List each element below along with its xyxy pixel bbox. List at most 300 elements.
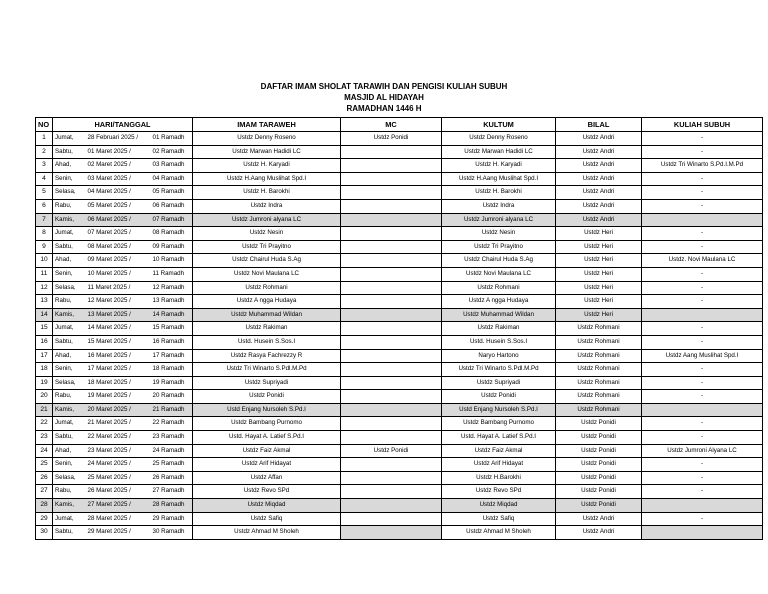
table-row	[36, 240, 763, 254]
header-row	[36, 118, 763, 132]
row-kultum: Ustdz Jumroni alyana LC	[442, 213, 556, 227]
row-kuliah-subuh: -	[642, 172, 763, 186]
row-ramadhan-day: 07 Ramadh	[152, 213, 193, 227]
row-kuliah-subuh: -	[642, 199, 763, 213]
row-kultum: Naryo Hartono	[442, 349, 556, 363]
row-number: 8	[36, 227, 53, 241]
row-kultum: Ustdz Chairul Huda S.Ag	[442, 254, 556, 268]
row-mc: Ustdz Ponidi	[341, 132, 442, 146]
row-ramadhan-day: 27 Ramadh	[152, 485, 193, 499]
row-ramadhan-day: 25 Ramadh	[152, 458, 193, 472]
row-mc	[341, 458, 442, 472]
row-ramadhan-day: 18 Ramadh	[152, 363, 193, 377]
row-mc	[341, 240, 442, 254]
table-row	[36, 308, 763, 322]
row-ramadhan-day: 09 Ramadh	[152, 240, 193, 254]
row-bilal: Ustdz Ponidi	[556, 471, 642, 485]
row-mc	[341, 499, 442, 513]
row-number: 15	[36, 322, 53, 336]
row-imam: Ustdz Nesin	[193, 227, 341, 241]
row-imam: Ustdz Arif Hidayat	[193, 458, 341, 472]
row-day: Senin,	[53, 172, 86, 186]
row-kultum: Ustdz Safiq	[442, 512, 556, 526]
table-row	[36, 390, 763, 404]
schedule-table	[35, 117, 763, 540]
table-row	[36, 499, 763, 513]
row-kuliah-subuh: -	[642, 390, 763, 404]
table-row	[36, 145, 763, 159]
row-number: 18	[36, 363, 53, 377]
row-number: 1	[36, 132, 53, 146]
row-date: 22 Maret 2025 /	[86, 431, 152, 445]
row-imam: Ustdz Supriyadi	[193, 376, 341, 390]
row-day: Jumat,	[53, 417, 86, 431]
table-row	[36, 267, 763, 281]
row-kultum: Ustdz Novi Maulana LC	[442, 267, 556, 281]
row-day: Sabtu,	[53, 526, 86, 540]
table-row	[36, 335, 763, 349]
row-number: 19	[36, 376, 53, 390]
row-kultum: Ustdz Tri Winarto S.Pdl.M.Pd	[442, 363, 556, 377]
row-ramadhan-day: 19 Ramadh	[152, 376, 193, 390]
row-day: Sabtu,	[53, 431, 86, 445]
row-bilal: Ustdz Ponidi	[556, 485, 642, 499]
table-row	[36, 471, 763, 485]
row-kultum: Ustdz Faiz Akmal	[442, 444, 556, 458]
row-imam: Ustd Enjang Nursoleh S.Pd.I	[193, 403, 341, 417]
row-mc	[341, 213, 442, 227]
row-bilal: Ustdz Rohmani	[556, 363, 642, 377]
col-header-mc: MC	[341, 118, 442, 132]
row-bilal: Ustdz Heri	[556, 295, 642, 309]
row-kultum: Ustdz Revo SPd	[442, 485, 556, 499]
row-kuliah-subuh: -	[642, 431, 763, 445]
row-imam: Ustd. Husein S.Sos.I	[193, 335, 341, 349]
row-kultum: Ustdz Ahmad M Sholeh	[442, 526, 556, 540]
table-row	[36, 512, 763, 526]
row-mc	[341, 417, 442, 431]
row-kultum: Ustdz H. Barokhi	[442, 186, 556, 200]
row-kultum: Ustdz Indra	[442, 199, 556, 213]
table-row	[36, 526, 763, 540]
table-row	[36, 159, 763, 173]
row-ramadhan-day: 06 Ramadh	[152, 199, 193, 213]
row-mc	[341, 390, 442, 404]
row-mc	[341, 363, 442, 377]
row-mc	[341, 526, 442, 540]
row-ramadhan-day: 13 Ramadh	[152, 295, 193, 309]
row-bilal: Ustdz Andri	[556, 526, 642, 540]
row-imam: Ustdz Bambang Purnomo	[193, 417, 341, 431]
row-date: 26 Maret 2025 /	[86, 485, 152, 499]
row-kuliah-subuh: -	[642, 512, 763, 526]
row-date: 09 Maret 2025 /	[86, 254, 152, 268]
row-imam: Ustdz Rasya Fachrezzy R	[193, 349, 341, 363]
row-ramadhan-day: 15 Ramadh	[152, 322, 193, 336]
row-mc	[341, 376, 442, 390]
row-day: Ahad,	[53, 159, 86, 173]
row-number: 28	[36, 499, 53, 513]
row-date: 04 Maret 2025 /	[86, 186, 152, 200]
row-number: 4	[36, 172, 53, 186]
row-kuliah-subuh: -	[642, 335, 763, 349]
row-kuliah-subuh: -	[642, 132, 763, 146]
row-bilal: Ustdz Ponidi	[556, 499, 642, 513]
row-imam: Ustdz Rakiman	[193, 322, 341, 336]
row-number: 10	[36, 254, 53, 268]
row-number: 21	[36, 403, 53, 417]
row-mc	[341, 512, 442, 526]
row-bilal: Ustdz Heri	[556, 281, 642, 295]
row-kuliah-subuh: -	[642, 186, 763, 200]
row-kultum: Ustdz A ngga Hudaya	[442, 295, 556, 309]
table-row	[36, 444, 763, 458]
row-day: Kamis,	[53, 499, 86, 513]
row-date: 05 Maret 2025 /	[86, 199, 152, 213]
row-kuliah-subuh: -	[642, 240, 763, 254]
row-day: Selasa,	[53, 281, 86, 295]
row-imam: Ustdz Ahmad M Sholeh	[193, 526, 341, 540]
table-row	[36, 186, 763, 200]
row-mc	[341, 431, 442, 445]
row-date: 20 Maret 2025 /	[86, 403, 152, 417]
row-date: 27 Maret 2025 /	[86, 499, 152, 513]
row-bilal: Ustdz Rohmani	[556, 403, 642, 417]
mosque-name: MASJID AL HIDAYAH	[344, 93, 424, 102]
row-number: 23	[36, 431, 53, 445]
row-day: Selasa,	[53, 376, 86, 390]
row-day: Sabtu,	[53, 335, 86, 349]
row-ramadhan-day: 05 Ramadh	[152, 186, 193, 200]
row-date: 29 Maret 2025 /	[86, 526, 152, 540]
row-mc	[341, 281, 442, 295]
row-kuliah-subuh: -	[642, 458, 763, 472]
row-bilal: Ustdz Andri	[556, 186, 642, 200]
row-bilal: Ustdz Andri	[556, 172, 642, 186]
row-bilal: Ustdz Heri	[556, 254, 642, 268]
row-imam: Ustdz Muhammad Wildan	[193, 308, 341, 322]
row-day: Kamis,	[53, 403, 86, 417]
row-number: 7	[36, 213, 53, 227]
row-day: Sabtu,	[53, 145, 86, 159]
row-ramadhan-day: 16 Ramadh	[152, 335, 193, 349]
row-date: 01 Maret 2025 /	[86, 145, 152, 159]
row-day: Jumat,	[53, 322, 86, 336]
row-kuliah-subuh: -	[642, 417, 763, 431]
row-day: Rabu,	[53, 390, 86, 404]
row-date: 28 Maret 2025 /	[86, 512, 152, 526]
row-bilal: Ustdz Rohmani	[556, 322, 642, 336]
row-mc	[341, 335, 442, 349]
row-bilal: Ustdz Heri	[556, 227, 642, 241]
row-number: 2	[36, 145, 53, 159]
row-bilal: Ustdz Rohmani	[556, 390, 642, 404]
row-number: 12	[36, 281, 53, 295]
row-kultum: Ustdz Arif Hidayat	[442, 458, 556, 472]
table-row	[36, 172, 763, 186]
row-day: Jumat,	[53, 227, 86, 241]
row-imam: Ustdz Novi Maulana LC	[193, 267, 341, 281]
row-date: 14 Maret 2025 /	[86, 322, 152, 336]
row-imam: Ustdz A ngga Hudaya	[193, 295, 341, 309]
col-header-bilal: BILAL	[556, 118, 642, 132]
row-bilal: Ustdz Ponidi	[556, 458, 642, 472]
table-row	[36, 322, 763, 336]
row-day: Rabu,	[53, 295, 86, 309]
row-ramadhan-day: 10 Ramadh	[152, 254, 193, 268]
row-number: 26	[36, 471, 53, 485]
row-number: 29	[36, 512, 53, 526]
row-number: 25	[36, 458, 53, 472]
row-day: Jumat,	[53, 512, 86, 526]
table-row	[36, 281, 763, 295]
row-kultum: Ustdz Ponidi	[442, 390, 556, 404]
row-day: Ahad,	[53, 254, 86, 268]
row-bilal: Ustdz Rohmani	[556, 376, 642, 390]
row-bilal: Ustdz Andri	[556, 213, 642, 227]
row-date: 24 Maret 2025 /	[86, 458, 152, 472]
row-imam: Ustdz Ponidi	[193, 390, 341, 404]
row-date: 18 Maret 2025 /	[86, 376, 152, 390]
row-day: Selasa,	[53, 186, 86, 200]
row-mc	[341, 145, 442, 159]
row-mc	[341, 485, 442, 499]
row-mc	[341, 267, 442, 281]
row-kultum: Ustdz Marwan Hadidi LC	[442, 145, 556, 159]
row-ramadhan-day: 12 Ramadh	[152, 281, 193, 295]
row-bilal: Ustdz Andri	[556, 199, 642, 213]
row-day: Sabtu,	[53, 240, 86, 254]
row-day: Kamis,	[53, 308, 86, 322]
row-kuliah-subuh	[642, 308, 763, 322]
row-kultum: Ustdz Rohmani	[442, 281, 556, 295]
row-number: 9	[36, 240, 53, 254]
row-ramadhan-day: 04 Ramadh	[152, 172, 193, 186]
row-kuliah-subuh: Ustdz Jumroni Alyana LC	[642, 444, 763, 458]
row-date: 03 Maret 2025 /	[86, 172, 152, 186]
row-kuliah-subuh	[642, 213, 763, 227]
col-header-no: NO	[36, 118, 53, 132]
col-header-date: HARI/TANGGAL	[53, 118, 193, 132]
row-mc	[341, 308, 442, 322]
row-kuliah-subuh: -	[642, 227, 763, 241]
row-number: 24	[36, 444, 53, 458]
row-kuliah-subuh: Ustdz. Novi Maulana LC	[642, 254, 763, 268]
row-day: Ahad,	[53, 444, 86, 458]
row-mc	[341, 295, 442, 309]
row-ramadhan-day: 23 Ramadh	[152, 431, 193, 445]
row-imam: Ustdz Revo SPd	[193, 485, 341, 499]
row-bilal: Ustdz Rohmani	[556, 335, 642, 349]
row-mc	[341, 349, 442, 363]
row-day: Ahad,	[53, 349, 86, 363]
row-imam: Ustdz H. Barokhi	[193, 186, 341, 200]
row-kultum: Ustd Enjang Nursoleh S.Pd.I	[442, 403, 556, 417]
row-ramadhan-day: 02 Ramadh	[152, 145, 193, 159]
row-bilal: Ustdz Andri	[556, 159, 642, 173]
row-date: 02 Maret 2025 /	[86, 159, 152, 173]
row-mc	[341, 159, 442, 173]
row-ramadhan-day: 21 Ramadh	[152, 403, 193, 417]
row-date: 10 Maret 2025 /	[86, 267, 152, 281]
table-row	[36, 295, 763, 309]
row-date: 19 Maret 2025 /	[86, 390, 152, 404]
row-imam: Ustdz Tri Winarto S.Pdl.M.Pd	[193, 363, 341, 377]
row-number: 16	[36, 335, 53, 349]
row-number: 17	[36, 349, 53, 363]
row-ramadhan-day: 17 Ramadh	[152, 349, 193, 363]
row-imam: Ustdz Tri Prayitno	[193, 240, 341, 254]
row-imam: Ustdz Safiq	[193, 512, 341, 526]
row-number: 13	[36, 295, 53, 309]
row-kultum: Ustdz Tri Prayitno	[442, 240, 556, 254]
row-kultum: Ustdz H. Karyadi	[442, 159, 556, 173]
row-mc	[341, 403, 442, 417]
table-row	[36, 199, 763, 213]
row-kuliah-subuh: -	[642, 281, 763, 295]
row-number: 30	[36, 526, 53, 540]
row-imam: Ustdz Rohmani	[193, 281, 341, 295]
row-mc	[341, 199, 442, 213]
row-kultum: Ustd. Hayat A. Latief S.Pd.I	[442, 431, 556, 445]
row-kuliah-subuh	[642, 499, 763, 513]
row-kuliah-subuh: -	[642, 145, 763, 159]
row-kultum: Ustdz Rakiman	[442, 322, 556, 336]
row-mc	[341, 172, 442, 186]
row-kultum: Ustdz Muhammad Wildan	[442, 308, 556, 322]
table-row	[36, 349, 763, 363]
row-ramadhan-day: 01 Ramadh	[152, 132, 193, 146]
row-date: 15 Maret 2025 /	[86, 335, 152, 349]
col-header-kuliah: KULIAH SUBUH	[642, 118, 763, 132]
row-date: 25 Maret 2025 /	[86, 471, 152, 485]
row-kultum: Ustdz Denny Roseno	[442, 132, 556, 146]
row-imam: Ustdz Indra	[193, 199, 341, 213]
row-date: 12 Maret 2025 /	[86, 295, 152, 309]
row-day: Jumat,	[53, 132, 86, 146]
row-date: 08 Maret 2025 /	[86, 240, 152, 254]
row-imam: Ustdz H.Aang Muslihat Spd.I	[193, 172, 341, 186]
row-imam: Ustdz Marwan Hadidi LC	[193, 145, 341, 159]
row-kultum: Ustdz Nesin	[442, 227, 556, 241]
row-ramadhan-day: 20 Ramadh	[152, 390, 193, 404]
row-kuliah-subuh: -	[642, 363, 763, 377]
row-mc	[341, 227, 442, 241]
row-ramadhan-day: 22 Ramadh	[152, 417, 193, 431]
row-date: 07 Maret 2025 /	[86, 227, 152, 241]
table-row	[36, 403, 763, 417]
row-bilal: Ustdz Heri	[556, 267, 642, 281]
row-day: Rabu,	[53, 485, 86, 499]
row-date: 11 Maret 2025 /	[86, 281, 152, 295]
row-day: Senin,	[53, 363, 86, 377]
row-kuliah-subuh: Ustdz Aang Muslihat Spd.I	[642, 349, 763, 363]
row-date: 17 Maret 2025 /	[86, 363, 152, 377]
row-bilal: Ustdz Andri	[556, 512, 642, 526]
row-imam: Ustdz Jumroni alyana LC	[193, 213, 341, 227]
row-kuliah-subuh: -	[642, 295, 763, 309]
table-row	[36, 431, 763, 445]
row-kuliah-subuh	[642, 526, 763, 540]
col-header-kultum: KULTUM	[442, 118, 556, 132]
row-day: Senin,	[53, 458, 86, 472]
row-date: 13 Maret 2025 /	[86, 308, 152, 322]
row-ramadhan-day: 08 Ramadh	[152, 227, 193, 241]
row-imam: Ustdz Miqdad	[193, 499, 341, 513]
row-bilal: Ustdz Heri	[556, 308, 642, 322]
table-row	[36, 417, 763, 431]
table-row	[36, 132, 763, 146]
row-kultum: Ustdz Supriyadi	[442, 376, 556, 390]
row-imam: Ustd. Hayat A. Latief S.Pd.I	[193, 431, 341, 445]
row-date: 16 Maret 2025 /	[86, 349, 152, 363]
row-number: 6	[36, 199, 53, 213]
row-bilal: Ustdz Ponidi	[556, 431, 642, 445]
row-kuliah-subuh: -	[642, 376, 763, 390]
row-bilal: Ustdz Andri	[556, 132, 642, 146]
row-day: Kamis,	[53, 213, 86, 227]
row-ramadhan-day: 11 Ramadh	[152, 267, 193, 281]
row-mc	[341, 322, 442, 336]
row-date: 06 Maret 2025 /	[86, 213, 152, 227]
row-bilal: Ustdz Ponidi	[556, 444, 642, 458]
row-ramadhan-day: 28 Ramadh	[152, 499, 193, 513]
row-mc	[341, 254, 442, 268]
row-kuliah-subuh: Ustdz Tri Winarto S.Pd.I.M.Pd	[642, 159, 763, 173]
table-row	[36, 485, 763, 499]
row-kuliah-subuh: -	[642, 471, 763, 485]
row-bilal: Ustdz Heri	[556, 240, 642, 254]
row-ramadhan-day: 29 Ramadh	[152, 512, 193, 526]
col-header-imam: IMAM TARAWEH	[193, 118, 341, 132]
row-kultum: Ustdz H.Aang Muslihat Spd.I	[442, 172, 556, 186]
row-imam: Ustdz Chairul Huda S.Ag	[193, 254, 341, 268]
row-number: 11	[36, 267, 53, 281]
row-bilal: Ustdz Andri	[556, 145, 642, 159]
table-row	[36, 254, 763, 268]
row-imam: Ustdz Denny Roseno	[193, 132, 341, 146]
row-number: 22	[36, 417, 53, 431]
row-day: Senin,	[53, 267, 86, 281]
table-row	[36, 363, 763, 377]
row-mc	[341, 471, 442, 485]
row-ramadhan-day: 14 Ramadh	[152, 308, 193, 322]
table-row	[36, 213, 763, 227]
row-number: 3	[36, 159, 53, 173]
row-kultum: Ustd. Husein S.Sos.I	[442, 335, 556, 349]
row-kultum: Ustdz Miqdad	[442, 499, 556, 513]
row-imam: Ustdz H. Karyadi	[193, 159, 341, 173]
row-number: 27	[36, 485, 53, 499]
row-number: 20	[36, 390, 53, 404]
row-imam: Ustdz Affan	[193, 471, 341, 485]
row-ramadhan-day: 03 Ramadh	[152, 159, 193, 173]
row-bilal: Ustdz Ponidi	[556, 417, 642, 431]
row-imam: Ustdz Faiz Akmal	[193, 444, 341, 458]
document-title: DAFTAR IMAM SHOLAT TARAWIH DAN PENGISI KULIAH SUBUH	[260, 82, 508, 91]
row-ramadhan-day: 30 Ramadh	[152, 526, 193, 540]
row-ramadhan-day: 24 Ramadh	[152, 444, 193, 458]
row-kuliah-subuh	[642, 403, 763, 417]
row-date: 23 Maret 2025 /	[86, 444, 152, 458]
row-ramadhan-day: 26 Ramadh	[152, 471, 193, 485]
row-kuliah-subuh: -	[642, 322, 763, 336]
row-number: 14	[36, 308, 53, 322]
row-date: 21 Maret 2025 /	[86, 417, 152, 431]
row-kultum: Ustdz Bambang Purnomo	[442, 417, 556, 431]
table-row	[36, 227, 763, 241]
row-mc: Ustdz Ponidi	[341, 444, 442, 458]
